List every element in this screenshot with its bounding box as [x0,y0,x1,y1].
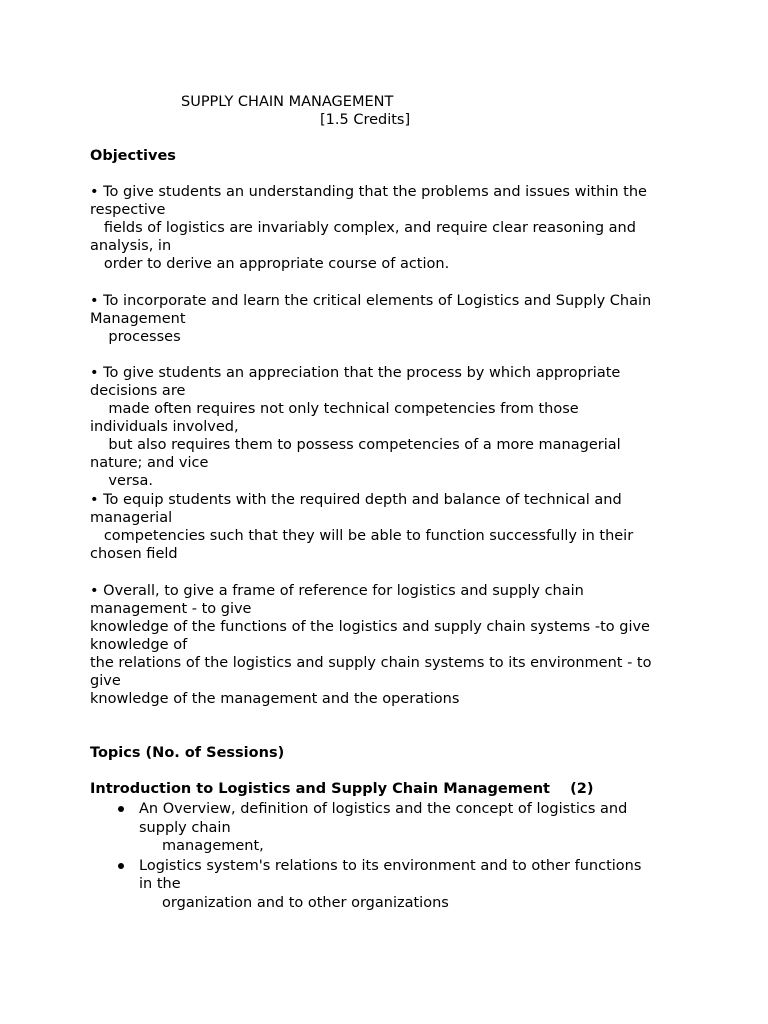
topic-1-line-2: supply chain [139,820,231,836]
objective-4-line-4: chosen field [90,546,178,562]
credits-label: [1.5 Credits] [320,112,411,128]
objective-4-line-2: managerial [90,510,173,526]
topic-2-line-2: in the [139,876,181,892]
section-title: Introduction to Logistics and Supply Chain Management (2) [90,781,594,797]
objectives-heading: Objectives [90,148,176,164]
objective-2-line-3: processes [90,329,181,345]
objective-5-line-2: management - to give [90,601,252,617]
objective-1-line-4: analysis, in [90,238,172,254]
objective-3-line-6: nature; and vice [90,455,209,471]
topic-2-line-1: Logistics system's relations to its environment and to other functions [139,858,642,874]
topic-1-line-1: An Overview, definition of logistics and the concept of logistics and [139,801,628,817]
objective-4-line-1: • To equip students with the required depth and balance of technical and [90,492,622,508]
objective-3-line-5: but also requires them to possess competencies of a more managerial [90,437,621,453]
topics-heading: Topics (No. of Sessions) [90,745,285,761]
bullet-icon [118,863,124,869]
objective-5-line-3: knowledge of the functions of the logistics and supply chain systems -to give [90,619,650,635]
objective-4-line-3: competencies such that they will be able to function successfully in their [90,528,634,544]
objective-5-line-5: the relations of the logistics and supply chain systems to its environment - to [90,655,652,671]
objective-3-line-4: individuals involved, [90,419,239,435]
objective-5-line-6: give [90,673,121,689]
objective-1-line-3: fields of logistics are invariably complex, and require clear reasoning and [90,220,636,236]
objective-5-line-4: knowledge of [90,637,188,653]
topic-2-line-3: organization and to other organizations [139,895,449,911]
objective-2-line-1: • To incorporate and learn the critical elements of Logistics and Supply Chain [90,293,652,309]
objective-3-line-1: • To give students an appreciation that the process by which appropriate [90,365,621,381]
objective-2-line-2: Management [90,311,186,327]
bullet-icon [118,806,124,812]
objective-1-line-5: order to derive an appropriate course of action. [90,256,450,272]
objective-3-line-7: versa. [90,473,153,489]
objective-3-line-3: made often requires not only technical competencies from those [90,401,579,417]
topic-1-line-3: management, [139,838,264,854]
objective-3-line-2: decisions are [90,383,186,399]
objective-5-line-1: • Overall, to give a frame of reference for logistics and supply chain [90,583,584,599]
objective-1-line-1: • To give students an understanding that the problems and issues within the [90,184,647,200]
document-title: SUPPLY CHAIN MANAGEMENT [181,94,394,110]
objective-5-line-7: knowledge of the management and the operations [90,691,460,707]
objective-1-line-2: respective [90,202,166,218]
